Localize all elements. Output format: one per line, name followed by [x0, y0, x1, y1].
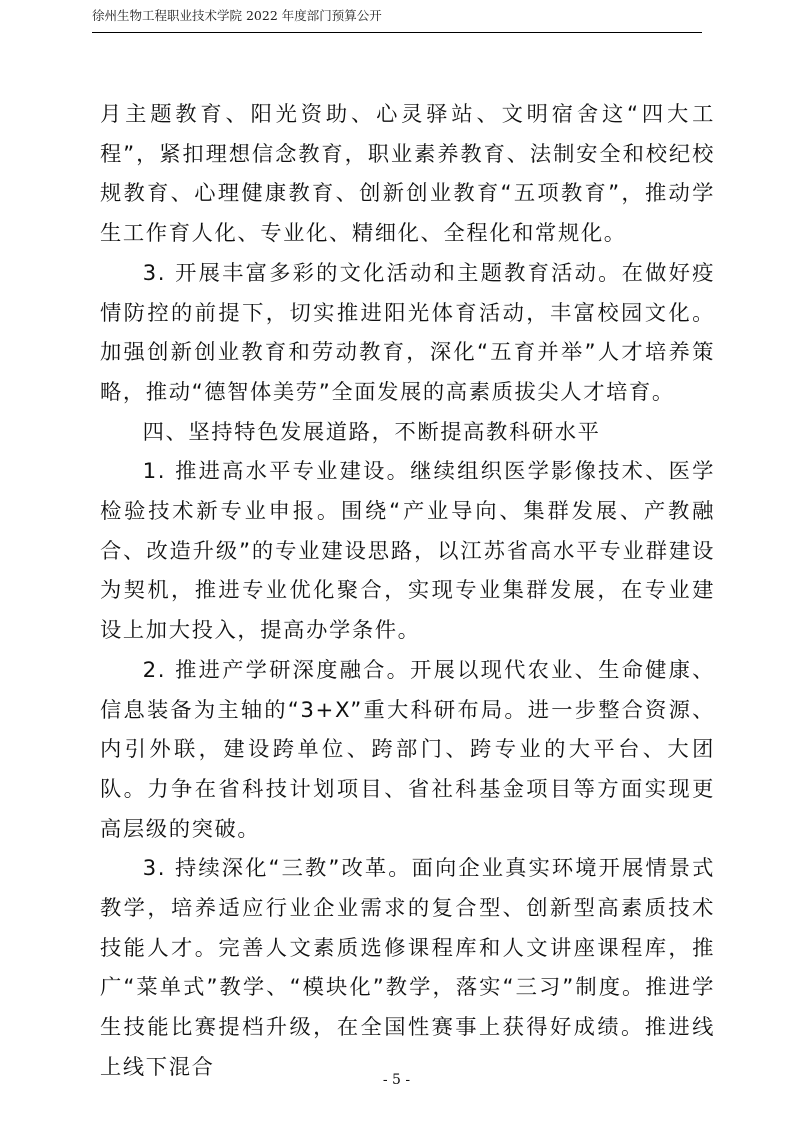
paragraph-item-1-major: 1. 推进高水平专业建设。继续组织医学影像技术、医学检验技术新专业申报。围绕“产业导向、集群发展、产教融合、改造升级”的专业建设思路，以江苏省高水平专业群建设为契机，推进专业优化聚合，实现专业集群发展，在专业建设上加大投入，提高办学条件。	[100, 459, 715, 644]
paragraph-item-3-culture: 3. 开展丰富多彩的文化活动和主题教育活动。在做好疫情防控的前提下，切实推进阳光体育活动，丰富校园文化。加强创新创业教育和劳动教育，深化“五育并举”人才培养策略，推动“德智体美劳”全面发展的高素质拔尖人才培育。	[100, 260, 715, 405]
paragraph-item-3-reform: 3. 持续深化“三教”改革。面向企业真实环境开展情景式教学，培养适应行业企业需求的复合型、创新型高素质技术技能人才。完善人文素质选修课程库和人文讲座课程库，推广“菜单式”教学、“模块化”教学，落实“三习”制度。推进学生技能比赛提档升级，在全国性赛事上获得好成绩。推进线上线下混合	[100, 856, 715, 1080]
page-number: - 5 -	[382, 1072, 411, 1088]
paragraph-item-2-research: 2. 推进产学研深度融合。开展以现代农业、生命健康、信息装备为主轴的“3+X”重大科研布局。进一步整合资源、内引外联，建设跨单位、跨部门、跨专业的大平台、大团队。力争在省科技计划项目、省社科基金项目等方面实现更高层级的突破。	[100, 657, 715, 842]
section-heading-4: 四、坚持特色发展道路，不断提高教科研水平	[142, 419, 601, 445]
page-header: 徐州生物工程职业技术学院 2022 年度部门预算公开	[92, 6, 702, 33]
paragraph-continuation: 月主题教育、阳光资助、心灵驿站、文明宿舍这“四大工程”，紧扣理想信念教育，职业素养教育、法制安全和校纪校规教育、心理健康教育、创新创业教育“五项教育”，推动学生工作育人化、专业化、精细化、全程化和常规化。	[100, 102, 715, 247]
document-body	[100, 95, 715, 1088]
